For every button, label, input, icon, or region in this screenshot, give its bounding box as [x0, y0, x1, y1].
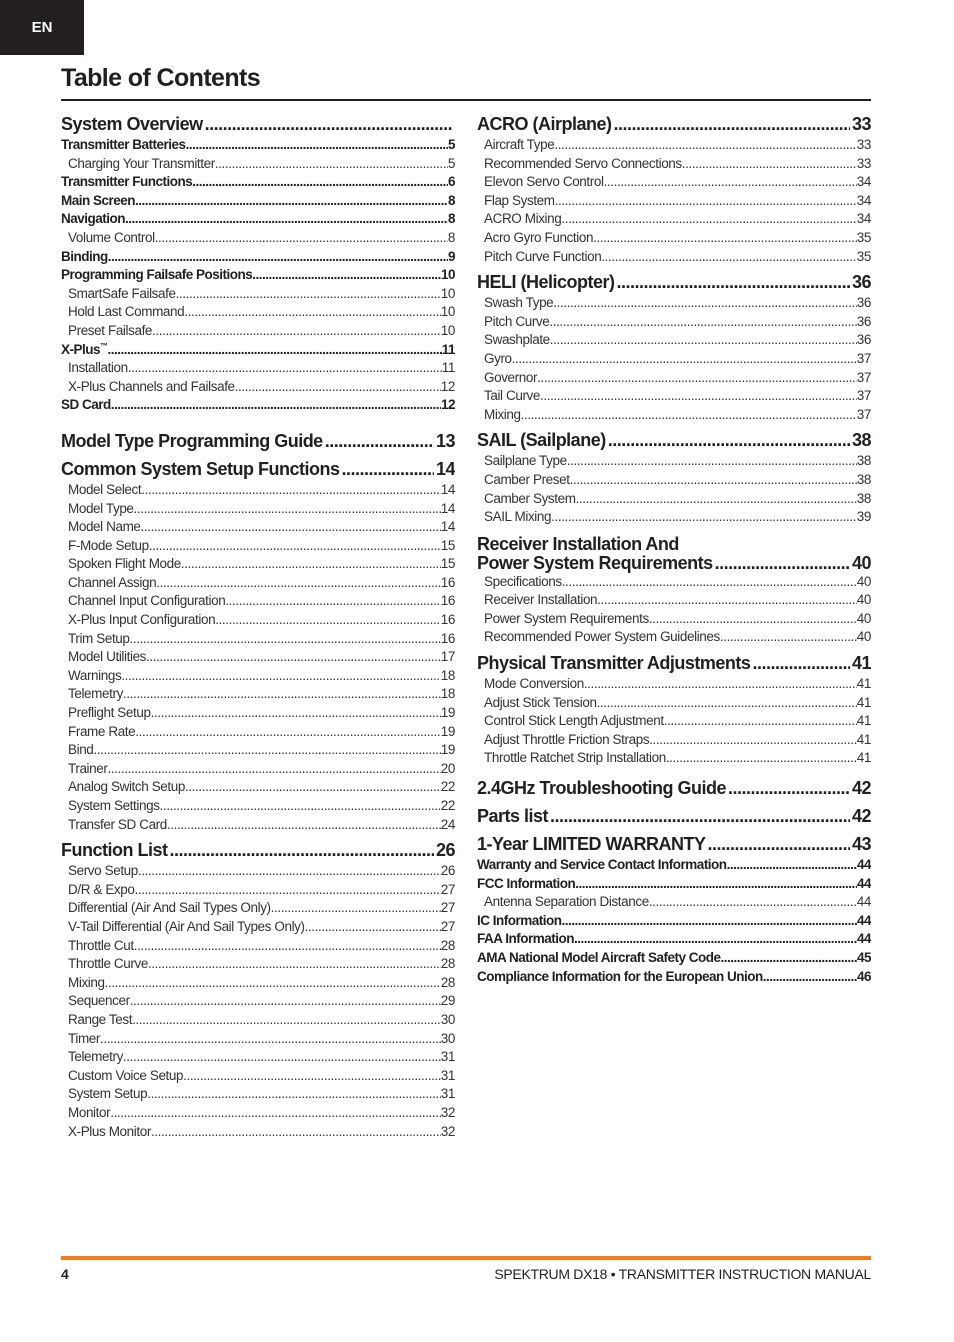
- toc-entry[interactable]: Telemetry ..... 18: [61, 685, 455, 704]
- leader-dots: [561, 210, 856, 229]
- toc-entry[interactable]: System Settings ..... 22: [61, 797, 455, 816]
- leader-dots: [134, 937, 441, 956]
- toc-entry[interactable]: Gyro ..... 37: [477, 350, 871, 369]
- leader-dots: [167, 816, 441, 835]
- leader-dots: [721, 949, 857, 968]
- toc-entry-acro[interactable]: ACRO (Airplane) ..... 33: [477, 112, 871, 136]
- page-number: 4: [61, 1266, 69, 1282]
- leader-dots: [225, 592, 440, 611]
- toc-entry[interactable]: Telemetry ..... 31: [61, 1048, 455, 1067]
- toc-entry-parts-list[interactable]: Parts list ..... 42: [477, 804, 871, 828]
- leader-dots: [128, 359, 442, 378]
- toc-left-column: [61, 108, 455, 1141]
- leader-dots: [192, 173, 448, 192]
- title-divider: [61, 99, 871, 101]
- toc-entry[interactable]: F-Mode Setup ..... 15: [61, 537, 455, 556]
- leader-dots: [105, 974, 441, 993]
- leader-dots: [567, 452, 857, 471]
- toc-entry[interactable]: Compliance Information for the European Union ..... 46: [477, 968, 871, 987]
- leader-dots: [185, 778, 441, 797]
- leader-dots: [146, 648, 441, 667]
- toc-entry-hold-last-command[interactable]: Hold Last Command ..... 10: [61, 303, 455, 322]
- leader-dots: [575, 875, 857, 894]
- heli-items: [477, 294, 871, 424]
- leader-dots: [183, 1067, 441, 1086]
- toc-entry-smartsafe[interactable]: SmartSafe Failsafe ..... 10: [61, 285, 455, 304]
- leader-dots: [342, 457, 434, 481]
- toc-entry[interactable]: Sequencer ..... 29: [61, 992, 455, 1011]
- leader-dots: [664, 712, 857, 731]
- toc-entry[interactable]: Sailplane Type ..... 38: [477, 452, 871, 471]
- toc-entry-charging[interactable]: Charging Your Transmitter ..... 5: [61, 155, 455, 174]
- toc-entry[interactable]: FCC Information ..... 44: [477, 875, 871, 894]
- toc-entry[interactable]: Control Stick Length Adjustment ..... 41: [477, 712, 871, 731]
- toc-entry[interactable]: Spoken Flight Mode ..... 15: [61, 555, 455, 574]
- leader-dots: [132, 1011, 441, 1030]
- leader-dots: [151, 1123, 441, 1142]
- leader-dots: [554, 136, 856, 155]
- toc-entry[interactable]: Channel Assign ..... 16: [61, 574, 455, 593]
- leader-dots: [574, 930, 857, 949]
- leader-dots: [184, 303, 441, 322]
- toc-entry[interactable]: Range Test ..... 30: [61, 1011, 455, 1030]
- physical-items: [477, 675, 871, 768]
- leader-dots: [540, 387, 857, 406]
- leader-dots: [649, 610, 857, 629]
- toc-entry[interactable]: Throttle Curve ..... 28: [61, 955, 455, 974]
- toc-entry[interactable]: Trainer ..... 20: [61, 760, 455, 779]
- leader-dots: [597, 694, 857, 713]
- leader-dots: [135, 723, 441, 742]
- leader-dots: [107, 760, 440, 779]
- leader-dots: [148, 955, 441, 974]
- leader-dots: [135, 881, 441, 900]
- toc-entry[interactable]: D/R & Expo ..... 27: [61, 881, 455, 900]
- leader-dots: [550, 331, 857, 350]
- toc-entry-physical-adjustments[interactable]: Physical Transmitter Adjustments ..... 41: [477, 651, 871, 675]
- leader-dots: [271, 899, 441, 918]
- receiver-items: [477, 573, 871, 647]
- leader-dots: [601, 248, 856, 267]
- toc-entry[interactable]: Throttle Ratchet Strip Installation ..... 41: [477, 749, 871, 768]
- function-list-items: [61, 862, 455, 1141]
- toc-entry[interactable]: Acro Gyro Function ..... 35: [477, 229, 871, 248]
- toc-entry[interactable]: Camber Preset ..... 38: [477, 471, 871, 490]
- toc-entry-xplus-channels[interactable]: X-Plus Channels and Failsafe ..... 12: [61, 378, 455, 397]
- language-tab: [0, 0, 84, 55]
- toc-entry[interactable]: Mixing ..... 28: [61, 974, 455, 993]
- toc-entry[interactable]: Adjust Throttle Friction Straps ..... 41: [477, 731, 871, 750]
- leader-dots: [205, 112, 453, 136]
- toc-entry[interactable]: Transfer SD Card ..... 24: [61, 816, 455, 835]
- toc-entry[interactable]: Custom Voice Setup ..... 31: [61, 1067, 455, 1086]
- leader-dots: [215, 611, 441, 630]
- toc-entry-sail[interactable]: SAIL (Sailplane) ..... 38: [477, 428, 871, 452]
- leader-dots: [156, 574, 441, 593]
- toc-entry[interactable]: SAIL Mixing ..... 39: [477, 508, 871, 527]
- toc-entry-installation[interactable]: Installation ..... 11: [61, 359, 455, 378]
- toc-entry[interactable]: Model Select ..... 14: [61, 481, 455, 500]
- leader-dots: [593, 229, 857, 248]
- toc-entry-failsafe-positions[interactable]: Programming Failsafe Positions ..... 10: [61, 266, 455, 285]
- leader-dots: [576, 490, 857, 509]
- toc-entry[interactable]: Monitor ..... 32: [61, 1104, 455, 1123]
- leader-dots: [562, 573, 857, 592]
- footer-rule: [61, 1256, 871, 1260]
- leader-dots: [123, 685, 441, 704]
- leader-dots: [727, 856, 857, 875]
- toc-entry[interactable]: Pitch Curve ..... 36: [477, 313, 871, 332]
- toc-entry-troubleshooting[interactable]: 2.4GHz Troubleshooting Guide ..... 42: [477, 776, 871, 800]
- leader-dots: [169, 838, 433, 862]
- leader-dots: [141, 481, 441, 500]
- leader-dots: [110, 1104, 441, 1123]
- leader-dots: [100, 1030, 441, 1049]
- toc-entry-main-screen[interactable]: Main Screen ..... 8: [61, 192, 455, 211]
- toc-entry[interactable]: Analog Switch Setup ..... 22: [61, 778, 455, 797]
- toc-entry[interactable]: Bind ..... 19: [61, 741, 455, 760]
- toc-entry-transmitter-functions[interactable]: Transmitter Functions ..... 6: [61, 173, 455, 192]
- leader-dots: [604, 173, 857, 192]
- leader-dots: [186, 136, 448, 155]
- toc-entry-navigation[interactable]: Navigation ..... 8: [61, 210, 455, 229]
- leader-dots: [305, 918, 441, 937]
- leader-dots: [134, 500, 441, 519]
- leader-dots: [176, 285, 441, 304]
- toc-entry[interactable]: Governor ..... 37: [477, 369, 871, 388]
- leader-dots: [553, 294, 856, 313]
- toc-entry[interactable]: Camber System ..... 38: [477, 490, 871, 509]
- toc-entry-model-type-guide[interactable]: Model Type Programming Guide ..... 13: [61, 429, 455, 453]
- leader-dots: [550, 804, 850, 828]
- leader-dots: [608, 428, 850, 452]
- leader-dots: [151, 704, 441, 723]
- manual-title: SPEKTRUM DX18 • TRANSMITTER INSTRUCTION MANUAL: [494, 1266, 871, 1282]
- leader-dots: [537, 369, 857, 388]
- toc-entry-function-list[interactable]: Function List ..... 26: [61, 838, 455, 862]
- toc-entry[interactable]: X-Plus Input Configuration ..... 16: [61, 611, 455, 630]
- leader-dots: [235, 378, 441, 397]
- leader-dots: [551, 508, 857, 527]
- leader-dots: [135, 192, 448, 211]
- toc-entry[interactable]: Warranty and Service Contact Information ..... 44: [477, 856, 871, 875]
- toc-entry-volume-control[interactable]: Volume Control ..... 8: [61, 229, 455, 248]
- toc-entry[interactable]: Throttle Cut ..... 28: [61, 937, 455, 956]
- toc-entry[interactable]: V-Tail Differential (Air And Sail Types Only) ..... 27: [61, 918, 455, 937]
- leader-dots: [521, 406, 857, 425]
- toc-entry[interactable]: Warnings ..... 18: [61, 667, 455, 686]
- toc-entry[interactable]: Tail Curve ..... 37: [477, 387, 871, 406]
- leader-dots: [108, 341, 442, 360]
- leader-dots: [720, 628, 857, 647]
- toc-entry[interactable]: X-Plus Monitor ..... 32: [61, 1123, 455, 1142]
- toc-entry-system-overview[interactable]: System Overview .....: [61, 112, 455, 136]
- leader-dots: [570, 471, 857, 490]
- toc-entry[interactable]: Recommended Servo Connections ..... 33: [477, 155, 871, 174]
- leader-dots: [763, 968, 857, 987]
- common-setup-list: [61, 481, 455, 834]
- toc-entry-common-setup[interactable]: Common System Setup Functions ..... 14: [61, 457, 455, 481]
- toc-entry[interactable]: Recommended Power System Guidelines ..... 40: [477, 628, 871, 647]
- toc-entry[interactable]: Pitch Curve Function ..... 35: [477, 248, 871, 267]
- toc-entry[interactable]: Model Type ..... 14: [61, 500, 455, 519]
- leader-dots: [138, 862, 441, 881]
- toc-entry[interactable]: Elevon Servo Control ..... 34: [477, 173, 871, 192]
- toc-entry[interactable]: Timer ..... 30: [61, 1030, 455, 1049]
- leader-dots: [123, 1048, 441, 1067]
- leader-dots: [708, 832, 850, 856]
- toc-entry[interactable]: Adjust Stick Tension ..... 41: [477, 694, 871, 713]
- leader-dots: [617, 270, 850, 294]
- toc-entry-receiver-heading[interactable]: Receiver Installation And: [477, 533, 679, 554]
- leader-dots: [147, 1085, 441, 1104]
- leader-dots: [252, 266, 441, 285]
- toc-entry[interactable]: ACRO Mixing ..... 34: [477, 210, 871, 229]
- toc-entry[interactable]: Servo Setup ..... 26: [61, 862, 455, 881]
- leader-dots: [584, 675, 857, 694]
- sail-items: [477, 452, 871, 526]
- toc-entry-xplus[interactable]: X-Plus™ ..... 11: [61, 341, 455, 360]
- language-label: EN: [31, 19, 53, 36]
- toc-entry[interactable]: Aircraft Type ..... 33: [477, 136, 871, 155]
- leader-dots: [215, 155, 448, 174]
- toc-entry-transmitter-batteries[interactable]: Transmitter Batteries ..... 5: [61, 136, 455, 155]
- toc-entry[interactable]: Antenna Separation Distance ..... 44: [477, 893, 871, 912]
- toc-right-column: [477, 108, 871, 986]
- toc-entry-warranty[interactable]: 1-Year LIMITED WARRANTY ..... 43: [477, 832, 871, 856]
- leader-dots: [141, 518, 441, 537]
- warranty-items: [477, 856, 871, 986]
- leader-dots: [682, 155, 857, 174]
- toc-entry[interactable]: Receiver Installation ..... 40: [477, 591, 871, 610]
- toc-entry-preset-failsafe[interactable]: Preset Failsafe ..... 10: [61, 322, 455, 341]
- leader-dots: [728, 776, 850, 800]
- toc-entry[interactable]: Specifications ..... 40: [477, 573, 871, 592]
- page-title: Table of Contents: [61, 64, 261, 92]
- leader-dots: [155, 229, 448, 248]
- toc-entry[interactable]: Channel Input Configuration ..... 16: [61, 592, 455, 611]
- leader-dots: [512, 350, 857, 369]
- toc-entry[interactable]: Preflight Setup ..... 19: [61, 704, 455, 723]
- leader-dots: [597, 591, 857, 610]
- leader-dots: [125, 210, 448, 229]
- toc-entry[interactable]: Swashplate ..... 36: [477, 331, 871, 350]
- toc-entry[interactable]: Frame Rate ..... 19: [61, 723, 455, 742]
- leader-dots: [562, 912, 857, 931]
- toc-entry[interactable]: System Setup ..... 31: [61, 1085, 455, 1104]
- toc-entry[interactable]: Flap System ..... 34: [477, 192, 871, 211]
- acro-items: [477, 136, 871, 266]
- toc-entry-receiver[interactable]: Power System Requirements ..... 40: [477, 553, 871, 573]
- leader-dots: [130, 992, 441, 1011]
- toc-entry[interactable]: Mixing ..... 37: [477, 406, 871, 425]
- leader-dots: [715, 553, 850, 573]
- trademark-symbol: ™: [100, 341, 108, 351]
- leader-dots: [108, 248, 448, 267]
- leader-dots: [160, 797, 441, 816]
- leader-dots: [121, 667, 440, 686]
- leader-dots: [130, 630, 441, 649]
- toc-entry[interactable]: Trim Setup ..... 16: [61, 630, 455, 649]
- leader-dots: [752, 651, 850, 675]
- leader-dots: [111, 396, 441, 415]
- toc-entry-binding[interactable]: Binding ..... 9: [61, 248, 455, 267]
- toc-entry[interactable]: IC Information ..... 44: [477, 912, 871, 931]
- leader-dots: [649, 893, 857, 912]
- leader-dots: [325, 429, 434, 453]
- toc-entry[interactable]: Mode Conversion ..... 41: [477, 675, 871, 694]
- leader-dots: [555, 192, 857, 211]
- toc-entry[interactable]: Differential (Air And Sail Types Only) ..... 27: [61, 899, 455, 918]
- leader-dots: [614, 112, 850, 136]
- toc-entry[interactable]: Model Utilities ..... 17: [61, 648, 455, 667]
- leader-dots: [549, 313, 856, 332]
- toc-entry[interactable]: Power System Requirements ..... 40: [477, 610, 871, 629]
- leader-dots: [93, 741, 440, 760]
- leader-dots: [181, 555, 441, 574]
- leader-dots: [149, 537, 441, 556]
- leader-dots: [649, 731, 857, 750]
- leader-dots: [152, 322, 441, 341]
- toc-entry[interactable]: AMA National Model Aircraft Safety Code ..... 45: [477, 949, 871, 968]
- toc-entry-sd-card[interactable]: SD Card ..... 12: [61, 396, 455, 415]
- toc-entry[interactable]: Swash Type ..... 36: [477, 294, 871, 313]
- toc-entry-heli[interactable]: HELI (Helicopter) ..... 36: [477, 270, 871, 294]
- toc-entry[interactable]: FAA Information ..... 44: [477, 930, 871, 949]
- leader-dots: [666, 749, 857, 768]
- toc-entry[interactable]: Model Name ..... 14: [61, 518, 455, 537]
